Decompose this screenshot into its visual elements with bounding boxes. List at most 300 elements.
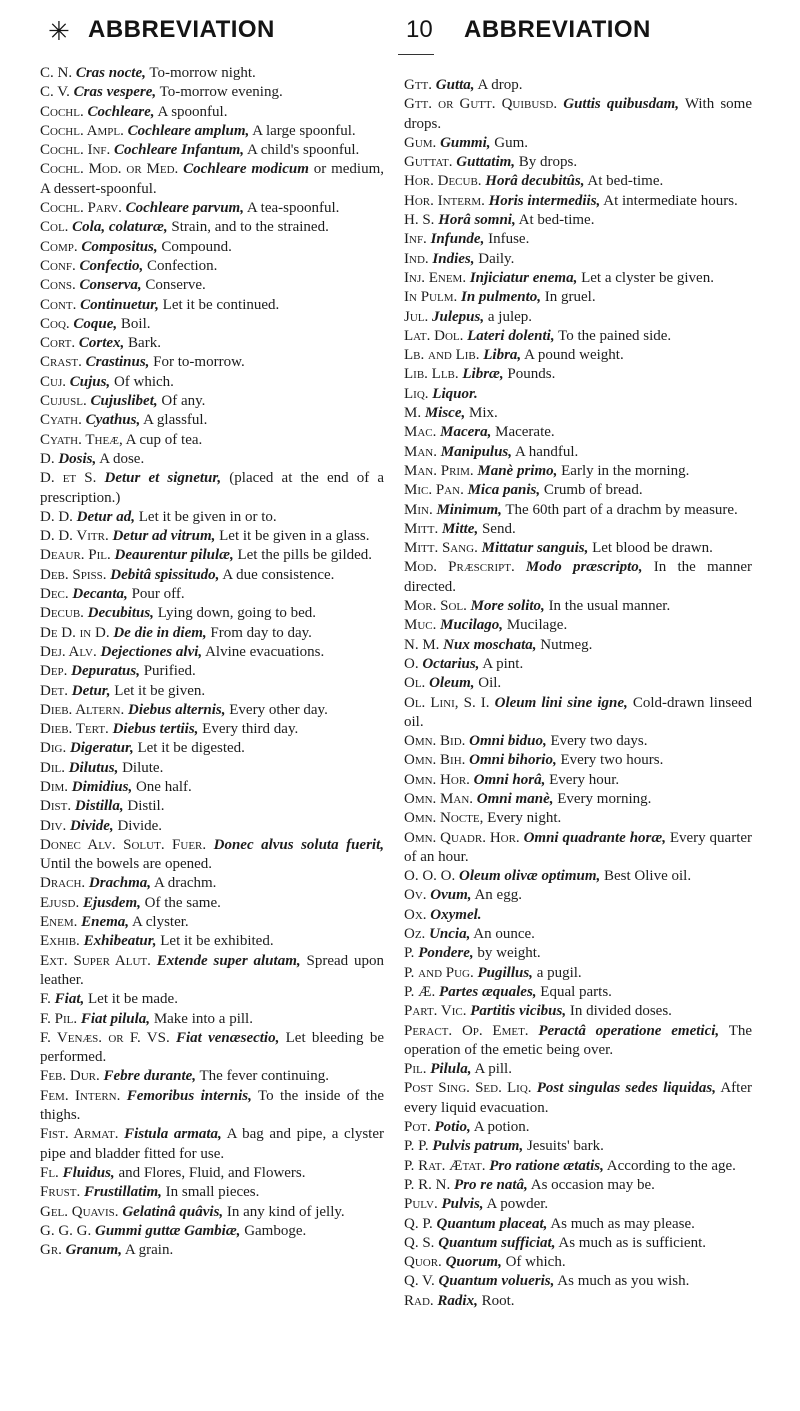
abbreviation: Cyath. <box>40 412 82 429</box>
latin-term: Gummi, <box>440 134 491 151</box>
english-meaning: by weight. <box>477 945 541 962</box>
english-meaning: To the inside of the thighs. <box>40 1087 384 1124</box>
abbreviation: Mitt. Sang. <box>404 540 478 557</box>
glossary-entry <box>404 211 752 230</box>
abbreviation: Conf. <box>40 257 76 274</box>
glossary-entry <box>40 257 384 276</box>
abbreviation: Guttat. <box>404 154 453 171</box>
glossary-entry <box>404 1157 752 1176</box>
english-meaning: Macerate. <box>495 424 555 441</box>
latin-term: Detur et signetur, <box>104 470 222 487</box>
glossary-entry <box>40 296 384 315</box>
english-meaning: A dose. <box>99 450 145 467</box>
latin-term: Quorum, <box>445 1254 502 1271</box>
latin-term: Quantum placeat, <box>436 1215 548 1232</box>
glossary-entry <box>404 751 752 770</box>
glossary-entry <box>404 443 752 462</box>
glossary-entry <box>40 1010 384 1029</box>
glossary-entry <box>40 604 384 623</box>
english-meaning: As much as may please. <box>550 1215 695 1232</box>
glossary-entry <box>404 655 752 674</box>
english-meaning: A child's spoonful. <box>246 142 360 159</box>
latin-term: Cyathus, <box>85 412 141 429</box>
glossary-entry <box>404 520 752 539</box>
english-meaning: Let it be given in or to. <box>138 508 277 525</box>
abbreviation: Pil. <box>404 1061 427 1078</box>
latin-term: Dejectiones alvi, <box>100 643 203 660</box>
glossary-entry <box>404 481 752 500</box>
latin-term: Misce, <box>424 405 466 422</box>
glossary-entry <box>40 83 384 102</box>
abbreviation: Deb. Spiss. <box>40 566 107 583</box>
latin-term: Cras nocte, <box>75 65 146 81</box>
abbreviation: Ox. <box>404 906 427 923</box>
english-meaning: An ounce. <box>473 926 535 943</box>
abbreviation: Mac. <box>404 424 437 441</box>
abbreviation: D. <box>40 450 55 467</box>
abbreviation: Fem. Intern. <box>40 1087 121 1104</box>
english-meaning: or medium, A dessert-spoonful. <box>40 161 385 197</box>
latin-term: Indies, <box>432 250 475 267</box>
english-meaning: Mucilage. <box>506 617 568 634</box>
abbreviation: Muc. <box>404 617 437 634</box>
latin-term: Omni quadrante horæ, <box>523 829 666 846</box>
latin-term: Diebus tertiis, <box>112 721 199 738</box>
glossary-entry <box>404 925 752 944</box>
abbreviation: G. G. G. <box>40 1222 92 1239</box>
abbreviation: Omn. Bid. <box>404 733 466 750</box>
glossary-entry <box>404 95 752 134</box>
glossary-entry <box>404 558 752 597</box>
english-meaning: Distil. <box>127 798 165 815</box>
abbreviation: P. P. <box>404 1138 429 1155</box>
glossary-entry <box>40 353 384 372</box>
latin-term: Mittatur sanguis, <box>481 540 589 557</box>
glossary-entry <box>40 720 384 739</box>
glossary-entry <box>40 1222 384 1241</box>
glossary-entry <box>404 674 752 693</box>
glossary-entry <box>404 269 752 288</box>
glossary-entry <box>40 238 384 257</box>
glossary-entry <box>40 990 384 1009</box>
english-meaning: Conserve. <box>145 277 206 294</box>
latin-term: Femoribus internis, <box>126 1087 252 1104</box>
asterism-icon: ✳ <box>48 16 70 46</box>
latin-term: Uncia, <box>429 926 471 943</box>
abbreviation: Gel. Quavis. <box>40 1203 119 1220</box>
english-meaning: The 60th part of a drachm by measure. <box>505 501 738 518</box>
glossary-entry <box>404 886 752 905</box>
english-meaning: A glassful. <box>143 412 208 429</box>
abbreviation: Frust. <box>40 1184 81 1201</box>
latin-term: Dimidius, <box>71 778 133 795</box>
latin-term: Debitâ spissitudo, <box>110 566 220 583</box>
english-meaning: Mix. <box>469 405 498 422</box>
abbreviation: Hor. Decub. <box>404 173 482 190</box>
abbreviation: Ejusd. <box>40 894 80 911</box>
latin-term: Ovum, <box>430 887 472 904</box>
abbreviation: F. <box>40 991 51 1008</box>
abbreviation: F. Pil. <box>40 1010 78 1027</box>
english-meaning: A bag and pipe, a clyster pipe and bladder fitted for use. <box>40 1126 385 1162</box>
english-meaning: As much as you wish. <box>557 1273 690 1290</box>
glossary-entry <box>404 597 752 616</box>
abbreviation: Q. P. <box>404 1215 433 1232</box>
english-meaning: In gruel. <box>544 289 596 306</box>
abbreviation: Cort. <box>40 335 76 352</box>
english-meaning: Of the same. <box>144 894 221 911</box>
glossary-entry <box>404 867 752 886</box>
glossary-entry <box>404 732 752 751</box>
glossary-entry <box>40 160 384 199</box>
glossary-entry <box>40 527 384 546</box>
english-meaning: A potion. <box>473 1119 530 1136</box>
latin-term: Gummi guttæ Gambiæ, <box>95 1222 241 1239</box>
glossary-entry <box>40 315 384 334</box>
english-meaning: Boil. <box>120 315 151 332</box>
glossary-entry <box>404 172 752 191</box>
abbreviation: Crast. <box>40 354 82 371</box>
glossary-entry <box>40 1164 384 1183</box>
glossary-entry <box>40 1087 384 1126</box>
abbreviation: Ol. <box>404 675 426 692</box>
abbreviation: Cochl. Parv. <box>40 200 122 217</box>
glossary-entry <box>40 1029 384 1068</box>
english-meaning: Let it be continued. <box>162 296 280 313</box>
glossary-entry <box>40 141 384 160</box>
latin-term: Horâ decubitûs, <box>485 173 585 190</box>
glossary-entry <box>404 230 752 249</box>
glossary-entry <box>40 701 384 720</box>
latin-term: Cujus, <box>69 373 111 390</box>
glossary-entry <box>40 392 384 411</box>
latin-term: Partitis vicibus, <box>470 1003 567 1020</box>
latin-term: Compositus, <box>81 238 158 255</box>
glossary-entry <box>40 1067 384 1086</box>
glossary-entry <box>40 913 384 932</box>
page-number: 10 <box>406 16 433 43</box>
latin-term: De die in diem, <box>113 624 207 641</box>
abbreviation: D. D. <box>40 508 73 525</box>
abbreviation: Dieb. Altern. <box>40 701 125 718</box>
latin-term: Manipulus, <box>440 443 513 460</box>
english-meaning: Send. <box>481 520 516 537</box>
latin-term: Mitte, <box>441 520 479 537</box>
latin-term: Omni manè, <box>476 790 554 807</box>
abbreviation: P. <box>404 945 415 962</box>
glossary-entry <box>404 288 752 307</box>
latin-term: Infunde, <box>430 231 485 248</box>
english-meaning: A spoonful. <box>157 103 228 120</box>
glossary-entry <box>40 1241 384 1260</box>
latin-term: Horâ somni, <box>438 212 516 229</box>
abbreviation: Min. <box>404 501 433 518</box>
glossary-entry <box>40 797 384 816</box>
latin-term: Febre durante, <box>103 1068 197 1085</box>
english-meaning: Cold-drawn linseed oil. <box>404 694 753 730</box>
glossary-entry <box>404 192 752 211</box>
glossary-entry <box>40 952 384 991</box>
english-meaning: Every quarter of an hour. <box>404 829 753 865</box>
latin-term: Fluidus, <box>62 1164 115 1181</box>
abbreviation: Donec Alv. Solut. Fuer. <box>40 836 207 853</box>
glossary-entry <box>40 334 384 353</box>
latin-term: Cochleare parvum, <box>125 200 244 217</box>
latin-term: Omni bihorio, <box>469 752 557 769</box>
english-meaning: A large spoonful. <box>252 122 356 139</box>
abbreviation: Mor. Sol. <box>404 598 467 615</box>
abbreviation: Lb. and Lib. <box>404 347 480 364</box>
english-meaning: In divided doses. <box>569 1003 672 1020</box>
latin-term: Omni horâ, <box>473 771 546 788</box>
english-meaning: Bark. <box>128 335 161 352</box>
abbreviation: Ov. <box>404 887 427 904</box>
latin-term: Pulvis patrum, <box>432 1138 524 1155</box>
english-meaning: A drachm. <box>153 875 217 892</box>
abbreviation: Feb. Dur. <box>40 1068 100 1085</box>
english-meaning: Lying down, going to bed. <box>157 605 317 622</box>
latin-term: Fiat, <box>54 991 85 1008</box>
abbreviation: H. S. <box>404 212 435 229</box>
latin-term: Oleum olivæ optimum, <box>459 868 601 885</box>
english-meaning: Pounds. <box>507 366 556 383</box>
abbreviation: C. N. <box>40 65 73 81</box>
abbreviation: Dig. <box>40 740 67 757</box>
latin-term: Nux moschata, <box>443 636 537 653</box>
abbreviation: Deaur. Pil. <box>40 547 111 564</box>
latin-term: Cochleare, <box>87 103 155 120</box>
glossary-entry <box>404 1234 752 1253</box>
english-meaning: In small pieces. <box>165 1184 260 1201</box>
latin-term: Modo præscripto, <box>525 559 643 576</box>
abbreviation: Col. <box>40 219 69 236</box>
latin-term: Partes æquales, <box>439 983 537 1000</box>
english-meaning: A handful. <box>514 443 579 460</box>
latin-term: Diebus alternis, <box>128 701 226 718</box>
glossary-entry <box>404 462 752 481</box>
glossary-entry <box>404 308 752 327</box>
latin-term: Digeratur, <box>69 740 134 757</box>
english-meaning: Spread upon leather. <box>40 952 385 988</box>
glossary-entry <box>40 759 384 778</box>
latin-term: Cras vespere, <box>73 84 157 101</box>
latin-term: Potio, <box>434 1119 471 1136</box>
latin-term: Cortex, <box>78 335 125 352</box>
latin-term: Frustillatim, <box>83 1184 162 1201</box>
abbreviation: Dil. <box>40 759 65 776</box>
abbreviation: Gtt. <box>404 77 433 93</box>
running-head-right: ABBREVIATION <box>464 16 651 43</box>
abbreviation: Drach. <box>40 875 86 892</box>
abbreviation: Cochl. Inf. <box>40 142 111 159</box>
abbreviation: De D. in D. <box>40 624 110 641</box>
english-meaning: At bed-time. <box>518 212 595 229</box>
abbreviation: Post Sing. Sed. Liq. <box>404 1080 532 1097</box>
english-meaning: Every morning. <box>557 790 652 807</box>
english-meaning: An egg. <box>474 887 522 904</box>
abbreviation: O. O. O. <box>404 868 456 885</box>
english-meaning: and Flores, Fluid, and Flowers. <box>118 1164 306 1181</box>
english-meaning: Best Olive oil. <box>604 868 692 885</box>
abbreviation: Coq. <box>40 315 70 332</box>
latin-term: Macera, <box>440 424 492 441</box>
english-meaning: Every night. <box>487 810 562 827</box>
latin-term: Ejusdem, <box>82 894 141 911</box>
latin-term: Coque, <box>73 315 118 332</box>
latin-term: Cola, colaturæ, <box>72 219 168 236</box>
english-meaning: A clyster. <box>131 914 189 931</box>
latin-term: Omni biduo, <box>469 733 547 750</box>
latin-term: Detur ad, <box>76 508 136 525</box>
abbreviation: Gum. <box>404 134 437 151</box>
english-meaning: A due consistence. <box>222 566 335 583</box>
abbreviation: Omn. Man. <box>404 790 474 807</box>
abbreviation: Omn. Bih. <box>404 752 466 769</box>
english-meaning: Of which. <box>113 373 174 390</box>
latin-term: Injiciatur enema, <box>469 269 578 286</box>
latin-term: Manè primo, <box>477 462 558 479</box>
abbreviation: Dist. <box>40 798 72 815</box>
english-meaning: In the manner directed. <box>404 559 752 595</box>
latin-term: Enema, <box>81 914 130 931</box>
latin-term: Libra, <box>483 347 522 364</box>
latin-term: Depuratus, <box>71 663 140 680</box>
latin-term: Dosis, <box>58 450 97 467</box>
latin-term: Divide, <box>69 817 114 834</box>
abbreviation: Det. <box>40 682 69 699</box>
latin-term: Fistula armata, <box>124 1126 222 1143</box>
english-meaning: From day to day. <box>210 624 312 641</box>
glossary-entry <box>40 836 384 875</box>
latin-term: Pro re natâ, <box>454 1176 528 1193</box>
glossary-entry <box>40 662 384 681</box>
english-meaning: Make into a pill. <box>153 1010 253 1027</box>
abbreviation: C. V. <box>40 84 70 101</box>
glossary-entry <box>40 778 384 797</box>
english-meaning: Daily. <box>478 250 515 267</box>
latin-term: Pro ratione ætatis, <box>489 1157 604 1174</box>
english-meaning: A tea-spoonful. <box>246 200 340 217</box>
abbreviation: P. Rat. Ætat. <box>404 1157 486 1174</box>
abbreviation: Dep. <box>40 663 68 680</box>
glossary-entry <box>404 250 752 269</box>
latin-term: Guttis quibusdam, <box>563 96 679 113</box>
abbreviation: Liq. <box>404 385 429 402</box>
glossary-entry <box>40 932 384 951</box>
glossary-entry <box>40 218 384 237</box>
latin-term: Crastinus, <box>85 354 150 371</box>
english-meaning: Of which. <box>505 1254 566 1271</box>
latin-term: Post singulas sedes liquidas, <box>536 1080 716 1097</box>
glossary-entry <box>40 508 384 527</box>
english-meaning: Root. <box>481 1292 515 1309</box>
english-meaning: The fever continuing. <box>199 1068 330 1085</box>
latin-term: Detur, <box>71 682 111 699</box>
english-meaning: Every two days. <box>550 733 648 750</box>
glossary-entry <box>404 404 752 423</box>
english-meaning: A pound weight. <box>524 347 624 364</box>
glossary-entry <box>404 906 752 925</box>
english-meaning: Let it be digested. <box>137 740 245 757</box>
glossary-entry <box>40 739 384 758</box>
english-meaning: A pint. <box>482 655 524 672</box>
left-column <box>40 64 384 1260</box>
abbreviation: Dej. Alv. <box>40 643 97 660</box>
latin-term: Cochleare amplum, <box>127 122 250 139</box>
glossary-entry <box>404 944 752 963</box>
abbreviation: Inf. <box>404 231 427 248</box>
latin-term: Confectio, <box>79 257 144 274</box>
abbreviation: Cuj. <box>40 373 66 390</box>
abbreviation: Hor. Interm. <box>404 192 485 209</box>
header-rule <box>398 54 434 55</box>
latin-term: Pondere, <box>418 945 474 962</box>
english-meaning: Let the pills be gilded. <box>237 547 373 564</box>
glossary-entry <box>40 874 384 893</box>
latin-term: Liquor. <box>432 385 478 402</box>
abbreviation: Mic. Pan. <box>404 482 464 499</box>
glossary-entry <box>404 964 752 983</box>
abbreviation: P. and Pug. <box>404 964 474 981</box>
latin-term: Continuetur, <box>80 296 159 313</box>
english-meaning: Equal parts. <box>540 983 612 1000</box>
abbreviation: Mod. Præscript. <box>404 559 515 576</box>
english-meaning: A cup of tea. <box>125 431 203 448</box>
english-meaning: Nutmeg. <box>540 636 593 653</box>
abbreviation: Cochl. Mod. or Med. <box>40 161 179 178</box>
english-meaning: Pour off. <box>131 586 185 603</box>
abbreviation: Lib. Llb. <box>404 366 459 383</box>
abbreviation: Gr. <box>40 1242 62 1259</box>
english-meaning: Jesuits' bark. <box>526 1138 604 1155</box>
latin-term: Cochleare Infantum, <box>114 142 245 159</box>
english-meaning: Every hour. <box>549 771 620 788</box>
english-meaning: (placed at the end of a prescription.) <box>40 470 384 506</box>
glossary-entry <box>404 790 752 809</box>
latin-term: Peractâ operatione emetici, <box>538 1022 720 1039</box>
latin-term: More solito, <box>470 598 545 615</box>
glossary-entry <box>404 76 752 95</box>
abbreviation: Div. <box>40 817 67 834</box>
abbreviation: Mitt. <box>404 520 439 537</box>
english-meaning: Strain, and to the strained. <box>171 219 329 236</box>
abbreviation: Part. Vic. <box>404 1003 467 1020</box>
glossary-entry <box>404 1253 752 1272</box>
abbreviation: Fl. <box>40 1164 59 1181</box>
english-meaning: Until the bowels are opened. <box>40 856 213 873</box>
latin-term: Cujuslibet, <box>90 393 158 410</box>
abbreviation: Omn. Nocte, <box>404 810 484 827</box>
abbreviation: Dec. <box>40 586 69 603</box>
english-meaning: Let blood be drawn. <box>592 540 713 557</box>
glossary-entry <box>40 276 384 295</box>
latin-term: Gelatinâ quâvis, <box>122 1203 224 1220</box>
glossary-entry <box>40 566 384 585</box>
latin-term: Conserva, <box>79 277 142 294</box>
latin-term: Deaurentur pilulæ, <box>114 547 234 564</box>
abbreviation: M. <box>404 405 422 422</box>
glossary-entry <box>404 809 752 828</box>
latin-term: Oleum, <box>429 675 475 692</box>
running-head-left: ABBREVIATION <box>88 16 275 43</box>
glossary-entry <box>40 373 384 392</box>
abbreviation: Omn. Quadr. Hor. <box>404 829 520 846</box>
abbreviation: Peract. Op. Emet. <box>404 1022 529 1039</box>
latin-term: Fiat venæsectio, <box>176 1029 280 1046</box>
abbreviation: Pulv. <box>404 1196 438 1213</box>
abbreviation: Dim. <box>40 778 69 795</box>
abbreviation: Man. Prim. <box>404 462 474 479</box>
